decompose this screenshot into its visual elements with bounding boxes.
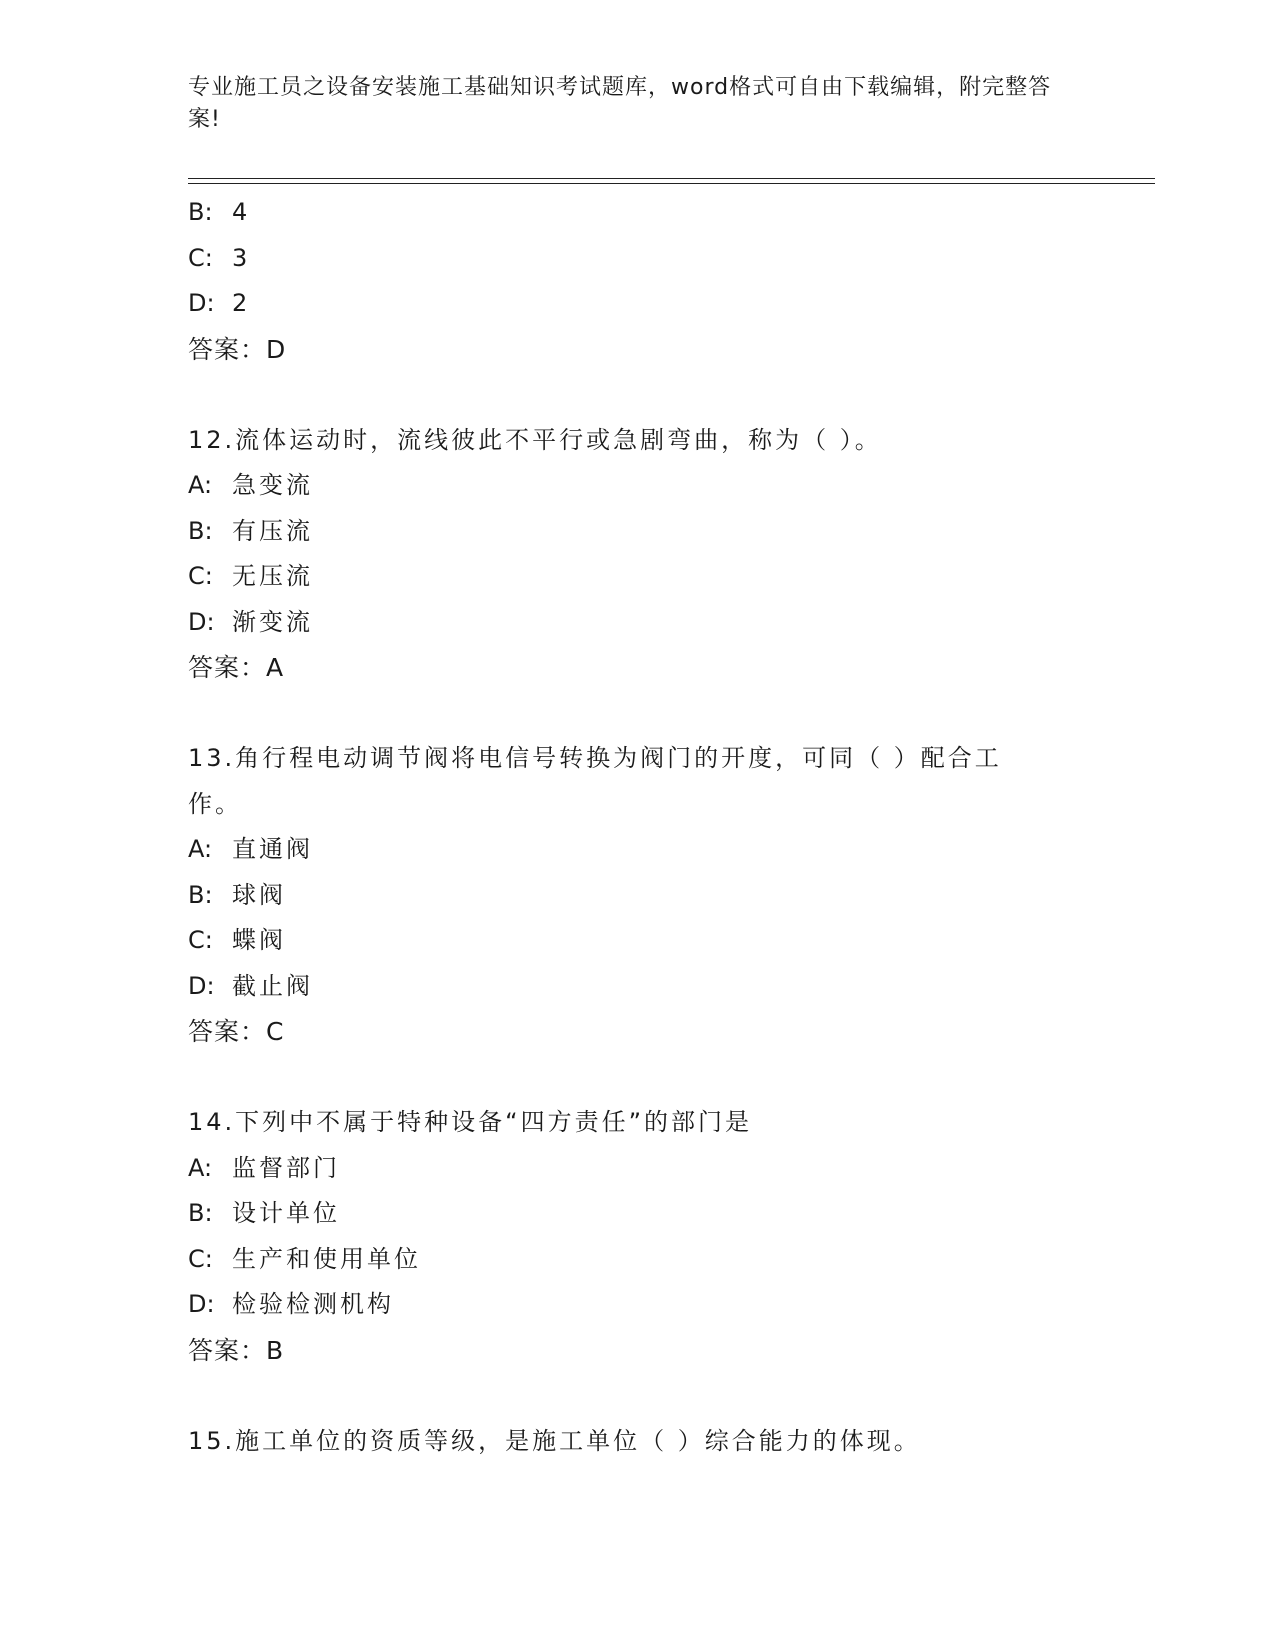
option-label: C: [188, 243, 213, 272]
option-c [188, 918, 1088, 964]
option-text: 急变流 [232, 471, 313, 499]
option-d [188, 600, 1088, 646]
option-text: 监督部门 [232, 1153, 340, 1182]
question-fragment [188, 190, 1088, 372]
option-text: 设计单位 [232, 1199, 340, 1227]
option-label: B: [188, 1199, 213, 1227]
option-text: 3 [232, 243, 251, 272]
header-rule-bottom [188, 183, 1155, 184]
option-c [188, 236, 1088, 282]
option-c [188, 554, 1088, 600]
option-a [188, 1146, 1088, 1192]
option-label: C: [188, 562, 213, 590]
question-stem: 12.流体运动时，流线彼此不平行或急剧弯曲，称为（ ）。 [188, 425, 882, 454]
option-label: A: [188, 1153, 213, 1182]
option-text: 无压流 [232, 562, 313, 590]
option-text: 球阀 [232, 880, 286, 909]
option-a [188, 463, 1088, 509]
option-b [188, 509, 1088, 555]
option-label: B: [188, 198, 213, 226]
option-text: 检验检测机构 [232, 1290, 394, 1318]
option-label: C: [188, 926, 213, 954]
option-d [188, 281, 1088, 327]
option-text: 渐变流 [232, 607, 313, 636]
option-b [188, 190, 1088, 236]
option-label: D: [188, 289, 215, 317]
option-label: B: [188, 516, 213, 545]
option-label: C: [188, 1244, 213, 1273]
question-stem: 15.施工单位的资质等级，是施工单位（ ）综合能力的体现。 [188, 1426, 921, 1455]
answer-line: 答案：D [188, 334, 287, 364]
option-label: B: [188, 880, 213, 909]
question-13 [188, 736, 1088, 1055]
question-12 [188, 418, 1088, 691]
document-header [188, 72, 1068, 136]
answer-line: 答案：A [188, 653, 285, 682]
option-text: 蝶阀 [232, 926, 286, 954]
option-b [188, 873, 1088, 919]
option-d [188, 964, 1088, 1010]
option-label: A: [188, 835, 213, 863]
header-rule-top [188, 178, 1155, 179]
option-label: D: [188, 971, 215, 1000]
question-stem: 14.下列中不属于特种设备“四方责任”的部门是 [188, 1108, 753, 1136]
option-d [188, 1282, 1088, 1328]
option-text: 直通阀 [232, 835, 313, 863]
header-title: 专业施工员之设备安装施工基础知识考试题库，word格式可自由下载编辑，附完整答案! [188, 75, 1052, 132]
option-label: A: [188, 471, 213, 499]
question-15 [188, 1419, 1088, 1465]
option-b [188, 1191, 1088, 1237]
option-text: 有压流 [232, 516, 313, 545]
option-text: 4 [232, 198, 251, 226]
option-text: 生产和使用单位 [232, 1244, 421, 1273]
answer-line: 答案：C [188, 1017, 285, 1046]
option-a [188, 827, 1088, 873]
answer-line: 答案：B [188, 1335, 285, 1365]
question-stem: 13.角行程电动调节阀将电信号转换为阀门的开度，可同（ ）配合工作。 [188, 744, 1002, 818]
question-14 [188, 1100, 1088, 1373]
question-list [188, 190, 1088, 1464]
option-c [188, 1237, 1088, 1283]
option-text: 截止阀 [232, 971, 313, 1000]
option-label: D: [188, 1290, 215, 1318]
option-label: D: [188, 607, 215, 636]
option-text: 2 [232, 289, 251, 317]
